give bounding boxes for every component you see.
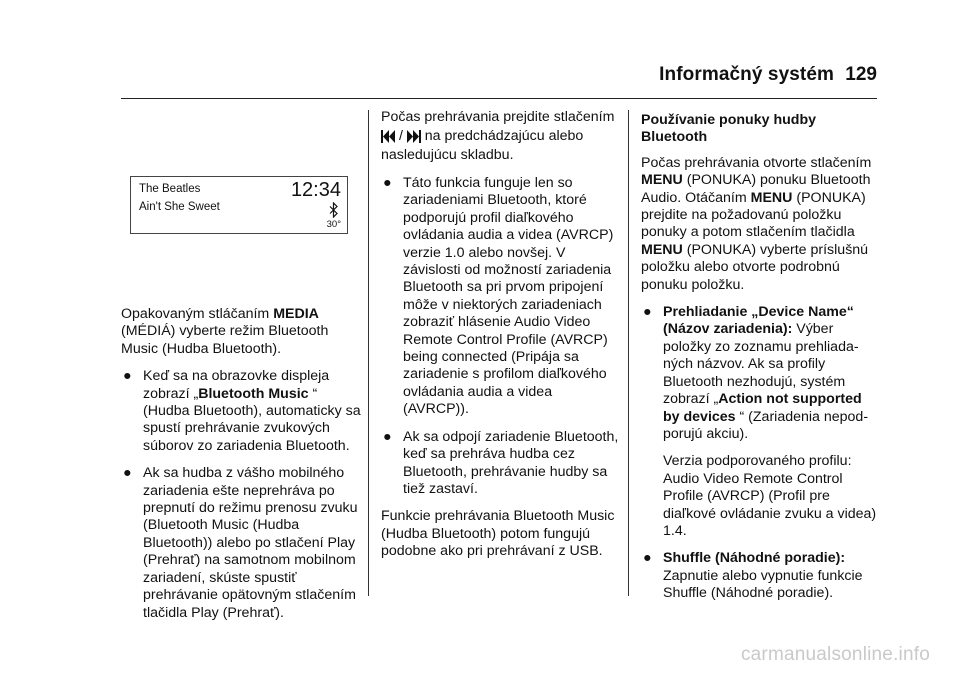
bold-text: Action not supported by devices <box>663 391 862 425</box>
list-item <box>381 429 619 499</box>
bold-text: MEDIA <box>273 306 319 322</box>
column-divider-2 <box>628 110 629 596</box>
paragraph-usb: Funkcie prehrávania Bluetooth Music (Hudba Bluetooth) potom fungujú podobne ako pri prehrávaní z USB. <box>381 508 615 560</box>
text: / <box>395 128 407 144</box>
text: Zapnutie alebo vypnutie funkcie Shuffle (Náhodné poradie). <box>663 567 863 602</box>
text: (PONUKA) ponuku Bluetooth Audio. Otáčaním <box>641 172 871 206</box>
bold-text: MENU <box>750 189 793 206</box>
bullet: ● <box>643 550 652 567</box>
text: “ (Zariadenia nepodporujú akciu). <box>663 408 869 442</box>
paragraph-media <box>121 306 361 358</box>
bullet: ● <box>123 368 132 385</box>
watermark: carmanualsonline.info <box>740 644 930 665</box>
paragraph-menu <box>641 155 881 294</box>
page-header <box>0 0 960 100</box>
text: “ (Hudba Bluetooth), automaticky sa spustí prehrávanie zvukových súborov zo zariadenia Bluetooth. <box>143 385 361 454</box>
list-item <box>641 550 881 602</box>
bullet: ● <box>643 304 652 321</box>
text: Počas prehrávania otvorte stlačením <box>641 154 872 171</box>
bold-text: MENU <box>641 172 683 189</box>
page-number: 129 <box>845 64 877 85</box>
column-1 <box>121 306 361 632</box>
previous-track-icon <box>381 130 395 143</box>
bold-text: MENU <box>641 241 683 258</box>
bullet: ● <box>383 428 392 445</box>
text: (PONUKA) vyberte príslušnú položku alebo otvorte podrobnú ponuku položku. <box>641 241 869 293</box>
section-title: Informačný systém <box>659 64 834 85</box>
bullet: ● <box>123 465 132 482</box>
list-item <box>121 465 361 622</box>
text: Táto funkcia funguje len so zariadeniami Bluetooth, ktoré podporujú profil diaľkového ovládania audia a videa (AVRCP) verzie 1.0 alebo novšej. V závislosti od možností zariadenia Bluetooth sa pri prvom pripojení môže v niektorých zariadeniach zobraziť hlásenie Audio Video Remote Control Profile (AVRCP) being connected (Pripája sa zariadenie s profilom diaľkového ovládania audia a videa (AVRCP)). <box>403 175 614 418</box>
radio-display-illustration <box>130 176 348 234</box>
column-divider-1 <box>368 110 369 596</box>
sub-paragraph: Verzia podporovaného profilu: Audio Video Remote Control Profile (AVRCP) (Profil pre diaľkové ovládanie zvuku a videa) 1.4. <box>663 453 877 539</box>
text: (PONUKA) prejdite na požadovanú položku ponuky a potom stlačením tlačidla <box>641 189 866 241</box>
paragraph-track-skip <box>381 108 619 165</box>
display-temperature: 30° <box>326 219 341 230</box>
text: Ak sa hudba z vášho mobilného zariadenia ešte neprehráva po prepnutí do režimu prenosu zvuku (Bluetooth Music (Hudba Bluetooth)) alebo po stlačení Play (Prehrať) na samotnom mobilnom zariadení, skúste spustiť prehrávanie opätovným stlačením tlačidla Play (Prehrať). <box>143 465 358 621</box>
bold-text: Bluetooth Music <box>198 385 309 402</box>
text: Keď sa na obrazovke displeja zobrazí „ <box>143 368 330 402</box>
bold-text: Shuffle (Náhodné poradie): <box>663 550 846 567</box>
text: Opakovaným stláčaním <box>121 306 274 322</box>
header-rule <box>121 98 877 99</box>
text: na predchádzajúcu alebo nasledujúcu skladbu. <box>381 128 584 163</box>
text: Počas prehrávania prejdite stlačením <box>381 109 615 125</box>
list-item <box>381 175 619 419</box>
display-song: Ain't She Sweet <box>139 201 220 213</box>
column-3 <box>641 112 881 613</box>
next-track-icon <box>407 130 421 143</box>
text: Ak sa odpojí zariadenie Bluetooth, keď sa prehráva hudba cez Bluetooth, prehrávanie hudby sa tiež zastaví. <box>403 428 619 497</box>
bold-text: Prehliadanie „Device Name“ (Názov zariadenia): <box>663 304 854 338</box>
display-artist: The Beatles <box>139 183 201 195</box>
list-item <box>121 368 361 455</box>
bluetooth-icon <box>329 202 339 218</box>
column-2 <box>381 108 619 571</box>
bullet: ● <box>383 175 392 191</box>
list-item <box>641 304 881 443</box>
display-clock: 12:34 <box>290 179 341 201</box>
section-heading: Používanie ponuky hudby Bluetooth <box>641 112 816 146</box>
text: Výber položky zo zoznamu prehliadaných názvov. Ak sa profily Bluetooth nezhodujú, systém zobrazí „ <box>663 321 859 408</box>
text: (MÉDIÁ) vyberte režim Bluetooth Music (Hudba Bluetooth). <box>121 323 329 357</box>
